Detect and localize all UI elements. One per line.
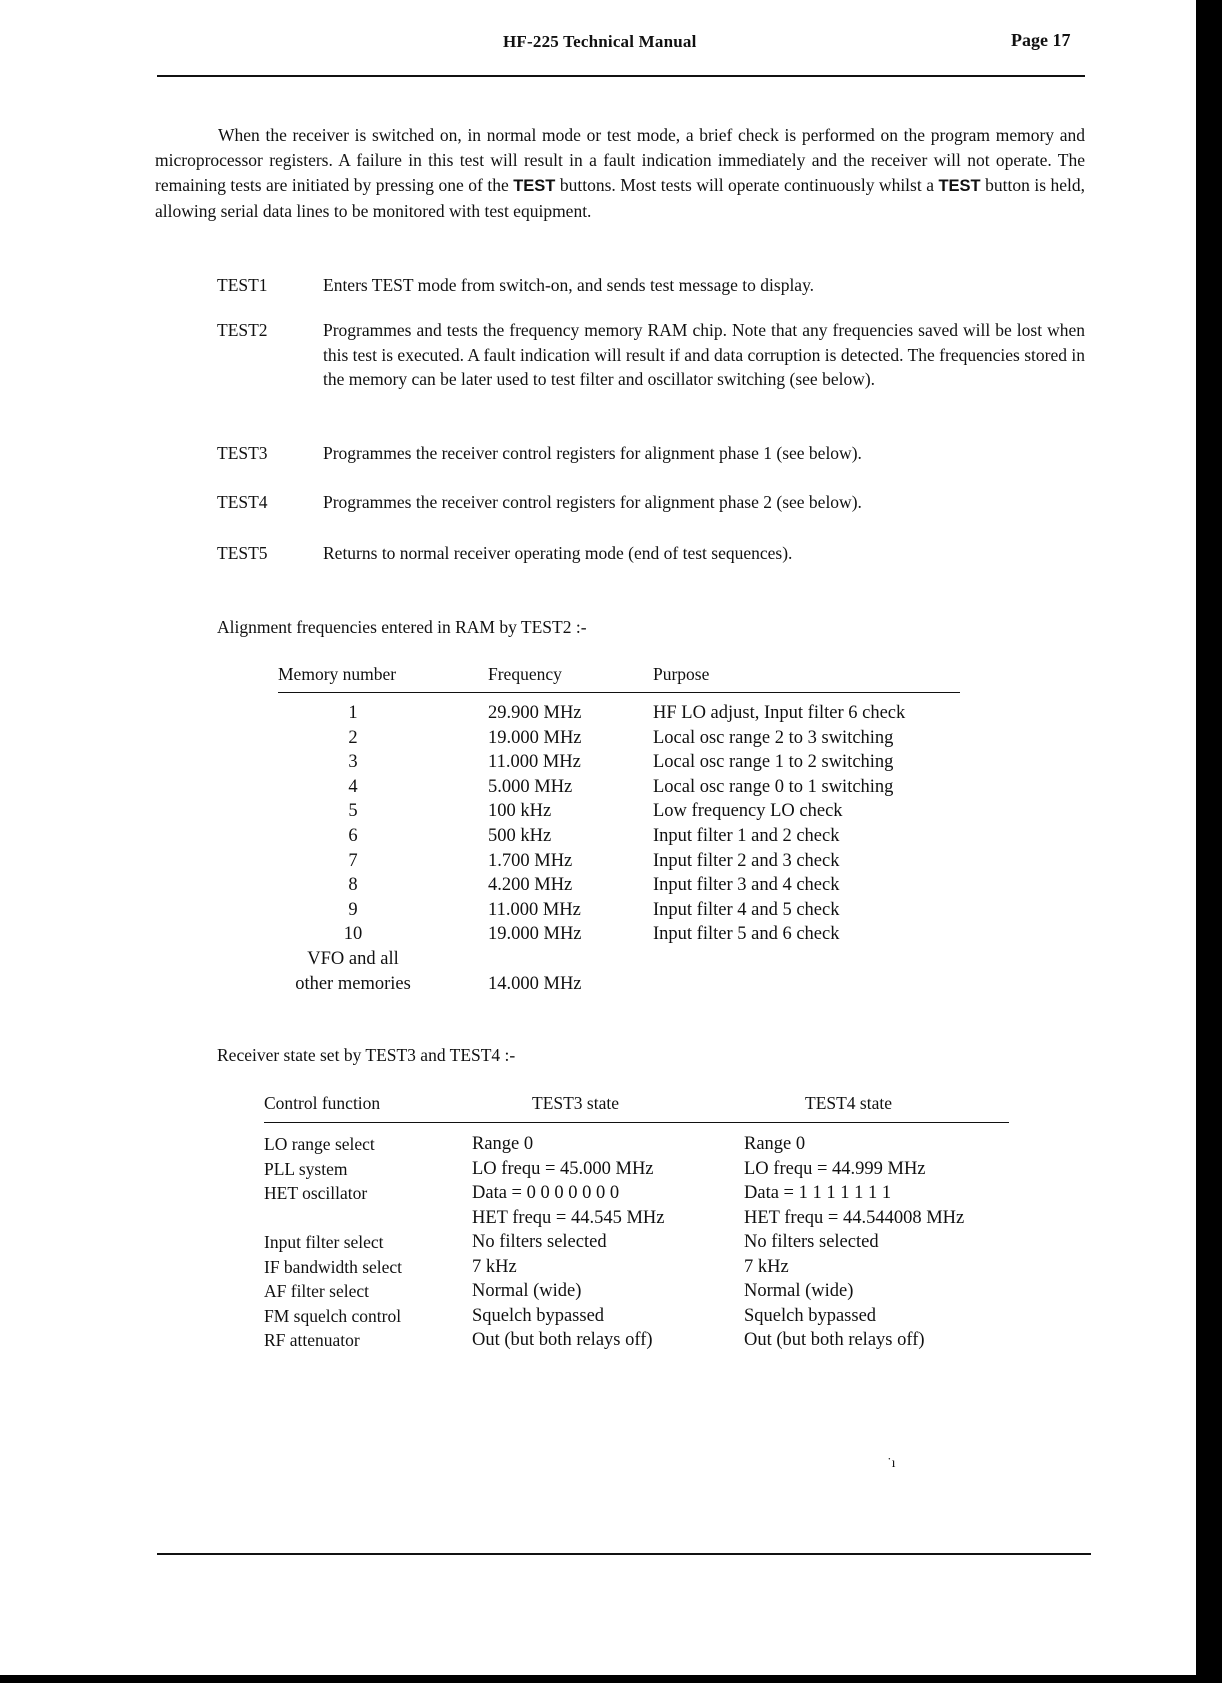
memory-number-cell: 6 [348, 825, 358, 846]
purpose-header: Purpose [653, 664, 710, 684]
test-description: Programmes the receiver control registers for alignment phase 2 (see below). [323, 492, 862, 512]
test3-state-cell: 7 kHz [472, 1256, 517, 1277]
purpose-cell: Input filter 4 and 5 check [653, 899, 840, 920]
control-function-cell: PLL system [264, 1158, 348, 1179]
test3-state-cell: HET frequ = 44.545 MHz [472, 1207, 665, 1228]
test-description: Returns to normal receiver operating mode (end of test sequences). [323, 543, 793, 563]
frequency-cell: 19.000 MHz [488, 727, 582, 748]
test4-state-cell: LO frequ = 44.999 MHz [744, 1158, 926, 1179]
footer-rule [157, 1553, 1091, 1555]
table-row [264, 1255, 1034, 1280]
receiver-state-caption: Receiver state set by TEST3 and TEST4 :- [217, 1045, 516, 1065]
table-row [278, 824, 978, 849]
memory-number-cell: VFO and all [307, 948, 399, 969]
table-row [278, 775, 978, 800]
frequency-cell: 29.900 MHz [488, 703, 582, 723]
test-keyword: TEST [938, 177, 981, 195]
memory-number-cell: 3 [348, 752, 358, 773]
frequency-cell: 5.000 MHz [488, 776, 573, 797]
purpose-cell: Input filter 2 and 3 check [653, 850, 840, 871]
test4-state-cell: Normal (wide) [744, 1281, 854, 1301]
purpose-cell: Local osc range 1 to 2 switching [653, 752, 894, 773]
table-row [278, 849, 978, 874]
memory-number-cell: 1 [348, 703, 358, 723]
test4-state-cell: HET frequ = 44.544008 MHz [744, 1207, 965, 1228]
control-function-header: Control function [264, 1093, 381, 1113]
running-title: HF-225 Technical Manual [503, 32, 697, 51]
memory-number-cell: 10 [343, 924, 363, 945]
test3-state-cell: Squelch bypassed [472, 1305, 605, 1326]
test-description: Programmes and tests the frequency memory RAM chip. Note that any frequencies saved will be lost when this test is executed. A fault indication will result if and data corruption is detected. The frequencies stored in the memory can be later used to test filter and oscillator switching (see below). [323, 320, 1085, 389]
table-row [264, 1328, 1034, 1353]
table-row [278, 898, 978, 923]
purpose-cell: Low frequency LO check [653, 801, 843, 822]
memory-number-cell: 5 [348, 801, 358, 822]
frequency-cell: 11.000 MHz [488, 899, 581, 920]
test3-state-cell: Out (but both relays off) [472, 1330, 653, 1350]
alignment-caption: Alignment frequencies entered in RAM by TEST2 :- [217, 617, 587, 637]
intro-text-2: buttons. Most tests will operate continuously whilst a [555, 175, 939, 195]
frequency-cell: 11.000 MHz [488, 752, 581, 773]
test4-state-cell: 7 kHz [744, 1256, 789, 1277]
control-function-cell: IF bandwidth select [264, 1256, 403, 1277]
test4-state-cell: Range 0 [744, 1134, 806, 1154]
memory-number-cell: 9 [348, 899, 358, 920]
intro-text-3: button is held, allowing serial data lines to be monitored with test equipment. [155, 175, 1086, 221]
test-label: TEST2 [217, 320, 268, 340]
intro-paragraph [155, 123, 1085, 224]
table-row [264, 1181, 1034, 1206]
frequency-cell: 14.000 MHz [488, 973, 582, 994]
receiver-state-table-rule [264, 1122, 1009, 1123]
test-keyword: TEST [513, 177, 556, 195]
control-function-cell: AF filter select [264, 1281, 369, 1301]
test-label: TEST3 [217, 443, 268, 463]
memory-number-cell: 2 [348, 727, 358, 748]
frequency-cell: 1.700 MHz [488, 850, 573, 871]
control-function-cell: FM squelch control [264, 1305, 402, 1326]
table-row [278, 972, 978, 997]
table-row [278, 750, 978, 775]
table-row [264, 1157, 1034, 1182]
table-row [264, 1304, 1034, 1329]
memory-number-cell: 8 [348, 875, 358, 896]
test4-state-cell: Data = 1 1 1 1 1 1 1 [744, 1183, 892, 1203]
scan-speck: ˙ı [887, 1456, 896, 1471]
test4-state-cell: Out (but both relays off) [744, 1330, 925, 1350]
test4-state-cell: No filters selected [744, 1232, 879, 1252]
test4-state-header: TEST4 state [805, 1093, 892, 1113]
page-number: Page 17 [1011, 30, 1071, 50]
table-row [278, 701, 978, 726]
scan-border-right [1196, 0, 1222, 1683]
test-description: Enters TEST mode from switch-on, and sends test message to display. [323, 275, 815, 295]
scan-border-bottom [0, 1675, 1222, 1683]
test-label: TEST5 [217, 543, 268, 563]
control-function-cell: RF attenuator [264, 1330, 360, 1350]
purpose-cell: HF LO adjust, Input filter 6 check [653, 703, 906, 723]
alignment-table-rule [278, 692, 960, 693]
memory-number-cell: other memories [295, 973, 411, 994]
table-row [278, 726, 978, 751]
purpose-cell: Input filter 5 and 6 check [653, 924, 840, 945]
test3-state-cell: Data = 0 0 0 0 0 0 0 [472, 1183, 620, 1203]
table-row [278, 947, 978, 972]
table-row [264, 1132, 1034, 1157]
test-label: TEST1 [217, 275, 268, 295]
intro-text-1: When the receiver is switched on, in normal mode or test mode, a brief check is performed on the program memory and microprocessor registers. A failure in this test will result in a fault indication immediately and the receiver will not operate. The remaining tests are initiated by pressing one of the [155, 125, 1085, 195]
test3-state-cell: LO frequ = 45.000 MHz [472, 1158, 654, 1179]
test3-state-cell: Normal (wide) [472, 1281, 582, 1301]
test3-state-cell: No filters selected [472, 1232, 607, 1252]
frequency-cell: 500 kHz [488, 825, 552, 846]
receiver-state-table-body [264, 1132, 1034, 1353]
frequency-cell: 100 kHz [488, 801, 552, 822]
control-function-cell: Input filter select [264, 1232, 384, 1252]
memory-number-cell: 7 [348, 850, 358, 871]
header-rule [157, 75, 1085, 77]
table-row [278, 799, 978, 824]
memory-number-cell: 4 [348, 776, 358, 797]
purpose-cell: Input filter 3 and 4 check [653, 875, 840, 896]
test-description: Programmes the receiver control registers for alignment phase 1 (see below). [323, 443, 862, 463]
table-row [264, 1230, 1034, 1255]
purpose-cell: Input filter 1 and 2 check [653, 825, 840, 846]
frequency-header: Frequency [488, 664, 562, 684]
control-function-cell: HET oscillator [264, 1183, 368, 1203]
test4-state-cell: Squelch bypassed [744, 1305, 877, 1326]
frequency-cell: 4.200 MHz [488, 875, 573, 896]
purpose-cell: Local osc range 0 to 1 switching [653, 776, 894, 797]
frequency-cell: 19.000 MHz [488, 924, 582, 945]
memory-number-header: Memory number [278, 664, 397, 684]
table-row [264, 1206, 1034, 1231]
alignment-table-body [278, 701, 978, 996]
test3-state-cell: Range 0 [472, 1134, 534, 1154]
table-row [278, 922, 978, 947]
table-row [264, 1279, 1034, 1304]
table-row [278, 873, 978, 898]
purpose-cell: Local osc range 2 to 3 switching [653, 727, 894, 748]
control-function-cell: LO range select [264, 1134, 375, 1154]
test3-state-header: TEST3 state [532, 1093, 619, 1113]
test-label: TEST4 [217, 492, 268, 512]
